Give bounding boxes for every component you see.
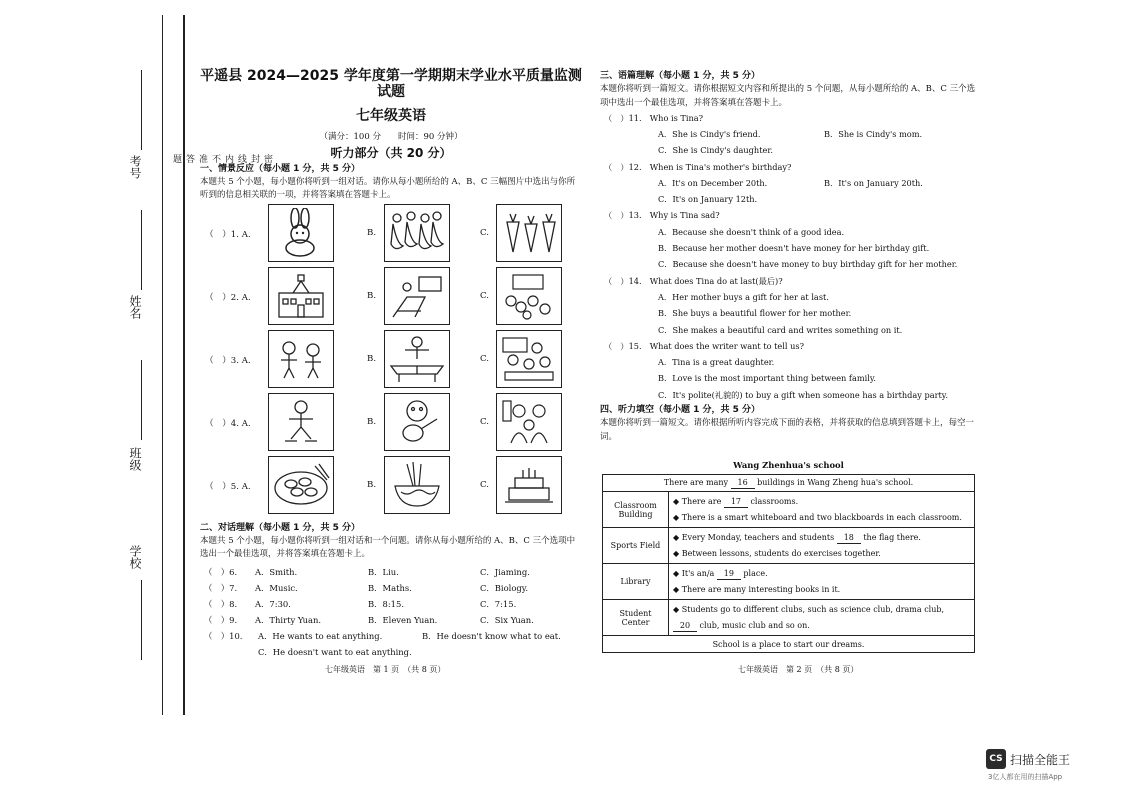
label-name: 姓名 (128, 295, 142, 319)
picture-dumplings[interactable] (268, 456, 334, 514)
bullet-line: ◆ There is a smart whiteboard and two blackboards in each classroom. (673, 512, 962, 522)
question-number: （ ）10. (204, 631, 243, 641)
question-15-b (600, 370, 980, 386)
option-b-label: B. (367, 228, 377, 238)
picture-question-2 (200, 267, 582, 325)
table-row (603, 636, 975, 653)
label-school: 学校 (128, 545, 142, 569)
option-a[interactable]: A．Thirty Yuan. (255, 615, 322, 625)
picture-cake[interactable] (496, 456, 562, 514)
question-11-ab (600, 126, 980, 142)
option-a[interactable]: A．Music. (255, 583, 298, 593)
question-11 (600, 110, 980, 126)
page-1-footer: 七年级英语 第 1 页 （共 8 页） (325, 665, 446, 674)
picture-question-4 (200, 393, 582, 451)
label-class: 班级 (128, 447, 142, 471)
option-c[interactable]: C．Jiaming. (480, 567, 530, 577)
binding-line-inner (183, 15, 185, 715)
seal-char: 线 (236, 154, 246, 163)
rabbit-icon (273, 208, 329, 258)
option-c[interactable]: C．Six Yuan. (480, 615, 534, 625)
option-c[interactable]: C．She is Cindy's daughter. (658, 145, 773, 156)
picture-kids[interactable] (268, 330, 334, 388)
table-cell: ◆ Students go to different clubs, such as science club, drama club, 20 club, music club and so on. (669, 600, 975, 636)
answer-blank-16[interactable]: 16 (731, 478, 755, 489)
picture-question-3 (200, 330, 582, 388)
option-a[interactable]: A．Tina is a great daughter. (658, 357, 775, 368)
section-3-instruction: 本题你将听到一篇短文。请你根据短文内容和所提出的 5 个问题，从每小题所给的 A、B、C 三个选项中选出一个最佳选项，并将答案填在答题卡上。 (600, 84, 976, 108)
picture-ping-pong[interactable] (384, 330, 450, 388)
line-pre: There are many interesting books in it. (681, 584, 841, 594)
dialogue-question-9 (200, 614, 582, 628)
question-number: （ ）6. (204, 567, 238, 577)
picture-question-5 (200, 456, 582, 514)
question-14 (600, 273, 980, 289)
option-a[interactable]: A．Her mother buys a gift for her at last. (658, 291, 829, 302)
question-number: （ ）7. (204, 583, 238, 593)
option-b[interactable]: B．She buys a beautiful flower for her mother. (658, 308, 852, 319)
exam-subtitle: 七年级英语 (356, 108, 426, 125)
line-post: club, music club and so on. (699, 620, 810, 630)
table-row (603, 475, 975, 492)
page-2 (600, 68, 980, 444)
question-14-a (600, 289, 980, 305)
table-title: Wang Zhenhua's school (733, 460, 844, 470)
option-c-label: C. (480, 480, 490, 490)
picture-family[interactable] (496, 393, 562, 451)
field-class-line[interactable] (141, 360, 142, 440)
line-post: classrooms. (750, 497, 799, 506)
question-14-c (600, 322, 980, 338)
seal-char: 不 (210, 154, 220, 163)
option-b-label: B. (367, 480, 377, 490)
question-11-c (600, 142, 980, 158)
question-number: （ ）2. A. (205, 293, 251, 303)
question-number: （ ）5. A. (205, 482, 251, 492)
carrots-icon (499, 208, 559, 258)
field-exam-number-line[interactable] (141, 70, 142, 150)
section-2 (200, 517, 582, 561)
row-text-pre: There are many (663, 477, 729, 487)
cake-icon (499, 460, 559, 510)
question-13-c (600, 256, 980, 272)
listening-part-title: 听力部分（共 20 分） (330, 146, 452, 161)
seal-char: 封 (249, 154, 259, 163)
option-c[interactable]: C．Because she doesn't have money to buy birthday gift for her mother. (658, 259, 958, 270)
table-row (603, 564, 975, 600)
bullet-line: ◆ It's an/a 19 place. (673, 569, 768, 578)
answer-blank-18[interactable]: 18 (837, 533, 861, 544)
label-exam-number: 考号 (128, 155, 142, 179)
school-info-table (602, 474, 975, 653)
option-c-label: C. (480, 291, 490, 301)
question-13-a (600, 224, 980, 240)
row-header: Sports Field (603, 528, 669, 564)
option-c[interactable]: C．She makes a beautiful card and writes something on it. (658, 324, 903, 335)
option-b-label: B. (367, 291, 377, 301)
table-cell (669, 492, 975, 528)
seal-char: 答 (184, 154, 194, 163)
bullet-line: ◆ Between lessons, students do exercises together. (673, 548, 881, 558)
question-15-a (600, 354, 980, 370)
option-b[interactable]: B．Love is the most important thing between family. (658, 373, 876, 384)
noodles-icon (387, 460, 447, 510)
guitar-icon (387, 397, 447, 447)
row-text-post: buildings in Wang Zheng hua's school. (757, 477, 914, 487)
seal-char: 题 (171, 154, 181, 163)
row-header: Library (603, 564, 669, 600)
option-b-label: B. (367, 417, 377, 427)
question-text: （ ）15. What does the writer want to tell us? (604, 340, 804, 351)
picture-teachers-day[interactable] (496, 267, 562, 325)
field-school-line[interactable] (141, 580, 142, 660)
picture-family-dinner[interactable] (496, 330, 562, 388)
camscanner-logo-icon: CS (986, 749, 1006, 769)
line-pre: There is a smart whiteboard and two blackboards in each classroom. (681, 512, 962, 522)
option-b[interactable]: B．Liu. (368, 567, 399, 577)
question-14-b (600, 305, 980, 321)
line-pre: Students go to different clubs, such as science club, drama club, (681, 605, 945, 614)
option-a[interactable]: A．He wants to eat anything. (258, 631, 383, 641)
exam-meta: （满分：100 分 时间：90 分钟） (319, 132, 463, 143)
answer-blank-19[interactable]: 19 (717, 569, 741, 580)
table-footer-cell: School is a place to start our dreams. (603, 636, 975, 653)
question-number: （ ）1. A. (205, 230, 251, 240)
dialogue-question-10-c (200, 646, 582, 660)
bullet-line: ◆ There are 17 classrooms. (673, 497, 799, 506)
option-a[interactable]: A．Because she doesn't think of a good idea. (658, 226, 845, 237)
picture-ducks[interactable] (384, 204, 450, 262)
option-b[interactable]: B．Eleven Yuan. (368, 615, 438, 625)
option-c-label: C. (480, 228, 490, 238)
dialogue-question-8 (200, 598, 582, 612)
option-c-label: C. (480, 354, 490, 364)
option-c[interactable]: C．7:15. (480, 599, 517, 609)
question-12 (600, 159, 980, 175)
line-pre: It's an/a (681, 569, 715, 578)
line-pre: Every Monday, teachers and students (681, 533, 835, 542)
question-15 (600, 338, 980, 354)
option-a[interactable]: A．7:30. (255, 599, 291, 609)
flowers-icon (499, 271, 559, 321)
option-c[interactable]: C．He doesn't want to eat anything. (258, 647, 412, 657)
question-number: （ ）3. A. (205, 356, 251, 366)
section-4-title: 四、听力填空（每小题 1 分，共 5 分） (600, 405, 761, 416)
school-icon (271, 271, 331, 321)
page-2-footer: 七年级英语 第 2 页 （共 8 页） (738, 665, 859, 674)
seal-char: 内 (223, 154, 233, 163)
question-text: （ ）12. When is Tina's mother's birthday? (604, 161, 792, 172)
family-icon (499, 397, 559, 447)
option-c[interactable]: C．Biology. (480, 583, 529, 593)
option-b[interactable]: B．It's on January 20th. (824, 177, 923, 188)
row-header: Student Center (603, 600, 669, 636)
question-12-ab (600, 175, 980, 191)
section-2-title: 二、对话理解（每小题 1 分，共 5 分） (200, 523, 361, 533)
dialogue-question-7 (200, 582, 582, 596)
option-a[interactable]: A．Smith. (255, 567, 298, 577)
family-dinner-icon (499, 334, 559, 384)
option-b[interactable]: B．He doesn't know what to eat. (422, 631, 561, 641)
watermark-subtitle: 3亿人都在用的扫描App (988, 773, 1063, 781)
skater-icon (271, 397, 331, 447)
picture-school[interactable] (268, 267, 334, 325)
picture-rabbit[interactable] (268, 204, 334, 262)
watermark-name: 扫描全能王 (1010, 752, 1071, 767)
question-number: （ ）4. A. (205, 419, 251, 429)
question-13 (600, 207, 980, 223)
seal-char: 密 (262, 154, 272, 163)
binding-line-outer (162, 15, 163, 715)
bullet-line: ◆ Every Monday, teachers and students 18 the flag there. (673, 533, 921, 542)
kids-icon (271, 334, 331, 384)
section-1-instruction: 本题共 5 个小题，每小题你将听到一组对话。请你从每小题所给的 A、B、C 三幅图片中选出与你所听到的信息相关联的一项，并将答案填在答题卡上。 (200, 177, 576, 201)
table-row (603, 600, 975, 636)
picture-carrots[interactable] (496, 204, 562, 262)
line-pre: There are (681, 497, 722, 506)
option-c[interactable]: C．It's polite(礼貌的) to buy a gift when someone has a birthday party. (658, 389, 948, 400)
dialogue-question-10 (200, 630, 582, 644)
exam-title: 平遥县 2024—2025 学年度第一学期期末学业水平质量监测试题 (200, 68, 582, 101)
picture-guitar[interactable] (384, 393, 450, 451)
option-c-label: C. (480, 417, 490, 427)
table-cell (603, 475, 975, 492)
section-3-title: 三、语篇理解（每小题 1 分，共 5 分） (600, 71, 761, 81)
line-post: place. (743, 569, 768, 578)
dumplings-icon (271, 460, 331, 510)
answer-blank-17[interactable]: 17 (724, 497, 748, 508)
section-1-title: 一、情景反应（每小题 1 分，共 5 分） (200, 163, 361, 174)
question-12-c (600, 191, 980, 207)
answer-blank-20[interactable]: 20 (673, 621, 697, 632)
option-b[interactable]: B．She is Cindy's mom. (824, 128, 923, 139)
section-2-questions (200, 566, 582, 666)
picture-classroom[interactable] (384, 267, 450, 325)
section-4-instruction: 本题你将听到一篇短文。请你根据所听内容完成下面的表格，并将获取的信息填到答题卡上，每空一词。 (600, 418, 975, 442)
picture-noodles[interactable] (384, 456, 450, 514)
page-1 (200, 62, 582, 203)
question-number: （ ）8. (204, 599, 238, 609)
seal-char: 准 (197, 154, 207, 163)
section-2-instruction: 本题共 5 个小题，每小题你将听到一组对话和一个问题。请你从每小题所给的 A、B、C 三个选项中选出一个最佳选项，并将答案填在答题卡上。 (200, 536, 576, 560)
option-c[interactable]: C．It's on January 12th. (658, 194, 758, 205)
line-post: the flag there. (863, 533, 921, 542)
picture-questions (200, 204, 582, 514)
question-13-b (600, 240, 980, 256)
table-cell (669, 528, 975, 564)
table-cell (669, 564, 975, 600)
question-text: （ ）13. Why is Tina sad? (604, 210, 720, 221)
field-name-line[interactable] (141, 210, 142, 290)
dialogue-question-6 (200, 566, 582, 580)
option-a[interactable]: A．She is Cindy's friend. (658, 128, 761, 139)
question-15-c (600, 387, 980, 403)
option-b[interactable]: B．Because her mother doesn't have money for her birthday gift. (658, 243, 930, 254)
option-b-label: B. (367, 354, 377, 364)
ping-pong-icon (387, 334, 447, 384)
picture-question-1 (200, 204, 582, 262)
question-text: （ ）14. What does Tina do at last(最后)? (604, 275, 783, 286)
option-a[interactable]: A．It's on December 20th. (658, 177, 768, 188)
bullet-line: ◆ There are many interesting books in it. (673, 584, 841, 594)
option-b[interactable]: B．8:15. (368, 599, 404, 609)
question-text: （ ）11. Who is Tina? (604, 112, 704, 123)
question-number: （ ）9. (204, 615, 238, 625)
ducks-icon (387, 208, 447, 258)
table-row (603, 492, 975, 528)
classroom-icon (387, 271, 447, 321)
line-pre: Between lessons, students do exercises together. (681, 548, 881, 558)
picture-skater[interactable] (268, 393, 334, 451)
scanner-watermark (986, 749, 1070, 769)
row-header: Classroom Building (603, 492, 669, 528)
section-3-questions (600, 110, 980, 403)
table-row (603, 528, 975, 564)
option-b[interactable]: B．Maths. (368, 583, 412, 593)
